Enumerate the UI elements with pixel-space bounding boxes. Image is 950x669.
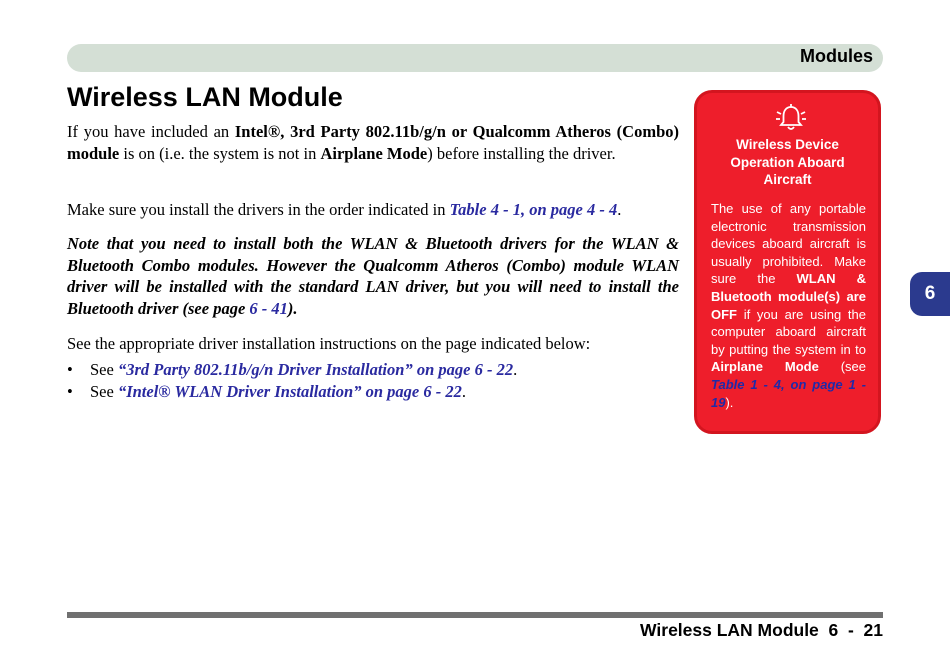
- sidebar-text-1: The use of any portable electronic transmission devices aboard aircraft is usually prohibited. Make sure the: [711, 201, 866, 287]
- paragraph-see-instructions: See the appropriate driver installation instructions on the page indicated below:: [67, 334, 591, 353]
- table-1-4-link[interactable]: Table 1 - 4, on page 1 - 19: [711, 376, 866, 410]
- page-6-41-link[interactable]: 6 - 41: [249, 299, 288, 319]
- bullet-dot: •: [67, 360, 73, 379]
- third-party-driver-link[interactable]: “3rd Party 802.11b/g/n Driver Installation” on page 6 - 22: [117, 360, 514, 379]
- sidebar-bold-wlan: WLAN & Bluetooth module(s) are OFF: [711, 271, 866, 322]
- header-bar: [67, 44, 883, 72]
- footer-page-label: Wireless LAN Module 6 - 21: [640, 620, 883, 640]
- note-text-2: ).: [287, 299, 298, 319]
- list-item-prefix: See: [90, 382, 118, 401]
- bullet-dot: •: [67, 382, 73, 401]
- intro-airplane-mode: Airplane Mode: [320, 143, 428, 163]
- page-title: Wireless LAN Module: [67, 82, 343, 112]
- sidebar-title: Wireless Device Operation Aboard Aircraft: [730, 137, 845, 187]
- paragraph-driver-order: [67, 199, 679, 221]
- order-text-1: Make sure you install the drivers in the order indicated in: [67, 200, 450, 219]
- order-text-2: .: [617, 200, 622, 219]
- sidebar-body: [711, 200, 866, 411]
- intro-text-2: is on (i.e. the system is not in: [119, 143, 321, 163]
- paragraph-intro: [67, 121, 679, 164]
- sidebar-text-3: (see: [818, 359, 866, 375]
- intro-module-names: Intel®, 3rd Party 802.11b/g/n or Qualcomm Atheros (Combo) module: [67, 122, 679, 163]
- aircraft-warning-sidebar: [694, 90, 881, 434]
- sidebar-text-4: ).: [725, 394, 734, 410]
- driver-links-list: [67, 359, 679, 403]
- list-item: [67, 359, 679, 381]
- table-4-1-link[interactable]: Table 4 - 1, on page 4 - 4: [449, 200, 618, 219]
- airplane-bell-icon: [774, 103, 808, 133]
- intro-text-3: ) before installing the driver.: [427, 143, 616, 163]
- intel-wlan-driver-link[interactable]: “Intel® WLAN Driver Installation” on page 6 - 22: [117, 382, 462, 401]
- chapter-tab[interactable]: [910, 272, 950, 316]
- list-item: [67, 381, 679, 403]
- paragraph-note: [67, 233, 679, 320]
- intro-text-1: If you have included an: [67, 122, 235, 141]
- footer-rule: [67, 612, 883, 618]
- list-item-prefix: See: [90, 360, 118, 379]
- list-item-suffix: .: [461, 382, 466, 401]
- chapter-tab-label: 6: [924, 283, 936, 304]
- sidebar-text-2: if you are using the computer aboard aircraft by putting the system in to: [711, 306, 866, 357]
- list-item-suffix: .: [513, 360, 518, 379]
- section-title: Modules: [799, 46, 873, 66]
- note-text-1: Note that you need to install both the WLAN & Bluetooth drivers for the WLAN & Bluetooth Combo modules. However the Qualcomm Atheros (Combo) module WLAN driver will be installed with the standard LAN driver, but you will need to install the Bluetooth driver (see page: [67, 234, 679, 319]
- sidebar-bold-airplane: Airplane Mode: [711, 359, 819, 375]
